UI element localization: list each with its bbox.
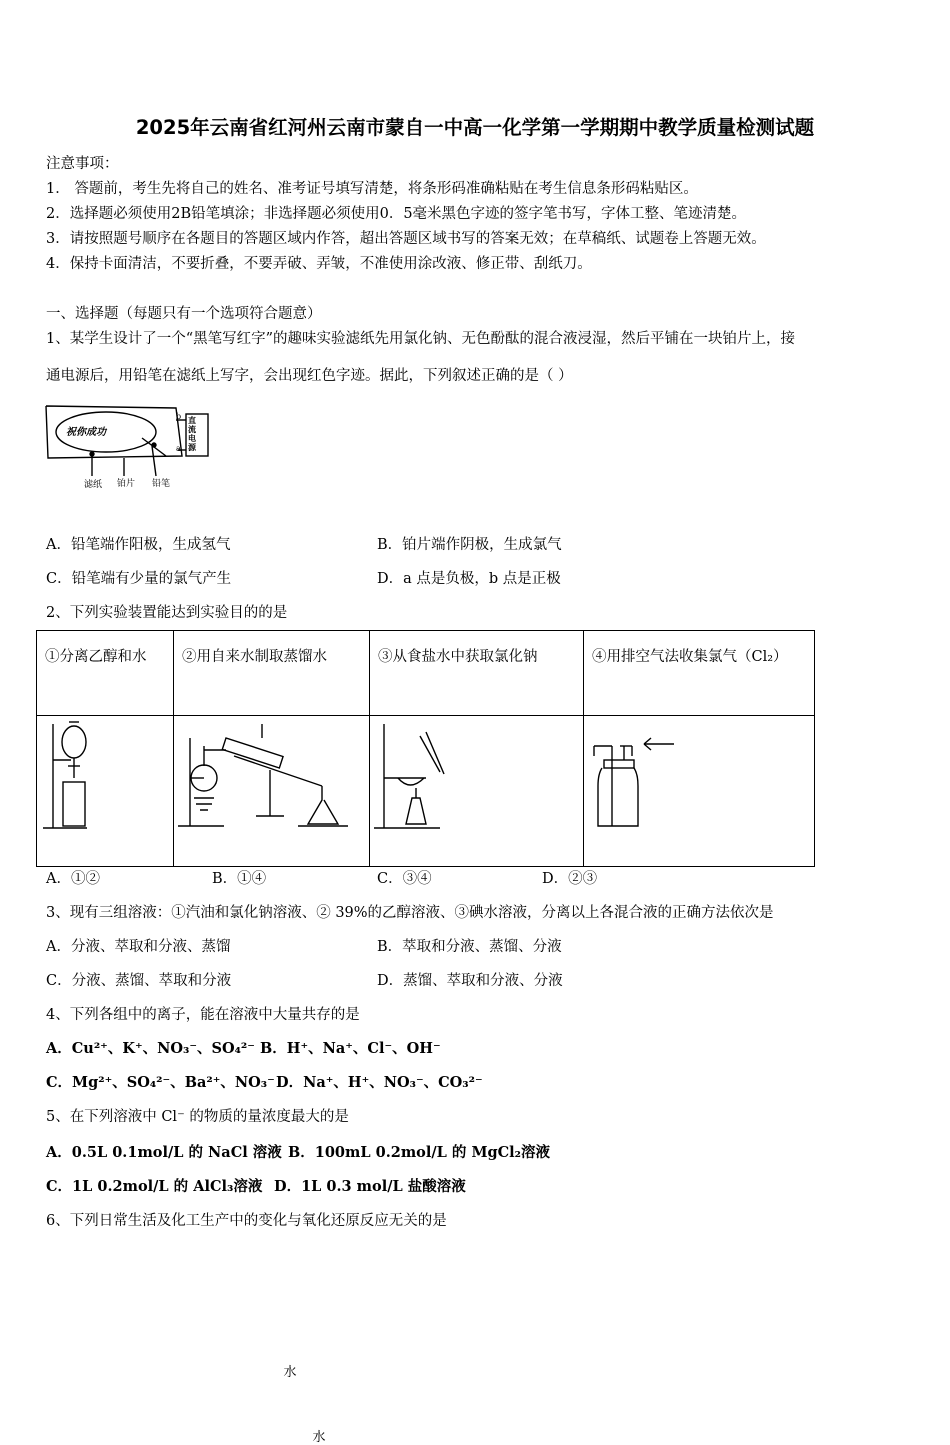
q1-figure-writing: 祝你成功: [66, 427, 106, 438]
distillation-figure: [174, 716, 369, 862]
q2-cell-4: ④用排空气法收集氯气（Cl₂）: [592, 649, 788, 665]
q1-option-b[interactable]: B．铂片端作阴极，生成氯气: [377, 537, 562, 553]
q3-option-b[interactable]: B．萃取和分液、蒸馏、分液: [377, 939, 562, 955]
q1-option-a[interactable]: A．铅笔端作阳极，生成氢气: [46, 537, 231, 553]
q3-option-c[interactable]: C．分液、蒸馏、萃取和分液: [46, 973, 232, 989]
gas-collection-figure: [584, 716, 814, 862]
section-heading: 一、选择题（每题只有一个选项符合题意）: [46, 306, 322, 322]
evaporation-figure: [370, 716, 583, 862]
q2-water-label-bottom: 水: [312, 1429, 326, 1445]
notice-item: 1． 答题前，考生先将自己的姓名、准考证号填写清楚，将条形码准确粘贴在考生信息条形码粘贴区。: [46, 181, 698, 197]
q1-stem-line2: 通电源后，用铅笔在滤纸上写字，会出现红色字迹。据此，下列叙述正确的是（ ）: [46, 368, 573, 384]
q2-stem: 2、下列实验装置能达到实验目的的是: [46, 605, 288, 621]
q2-option-d[interactable]: D．②③: [542, 871, 598, 887]
q4-option-d[interactable]: D．Na⁺、H⁺、NO₃⁻、CO₃²⁻: [276, 1074, 483, 1091]
notice-item: 3．请按照题号顺序在各题目的答题区域内作答，超出答题区域书写的答案无效；在草稿纸、试题卷上答题无效。: [46, 231, 766, 247]
q1-figure-power: 直 流 电 源: [188, 415, 196, 452]
q1-option-d[interactable]: D．a 点是负极，b 点是正极: [377, 571, 561, 587]
q4-option-b[interactable]: B．H⁺、Na⁺、Cl⁻、OH⁻: [260, 1040, 441, 1057]
q3-option-d[interactable]: D．蒸馏、萃取和分液、分液: [377, 973, 563, 989]
q1-label-pencil: 铅笔: [152, 479, 171, 489]
q5-option-c[interactable]: C．1L 0.2mol/L 的 AlCl₃溶液: [46, 1178, 263, 1195]
q1-stem-line1: 1、某学生设计了一个“黑笔写红字”的趣味实验滤纸先用氯化钠、无色酚酞的混合液浸湿，然后平铺在一块铂片上，接: [46, 331, 796, 347]
q2-cell-3: ③从食盐水中获取氯化钠: [378, 649, 538, 665]
separatory-funnel-figure: [37, 716, 173, 862]
notice-item: 4．保持卡面清洁，不要折叠，不要弄破、弄皱，不准使用涂改液、修正带、刮纸刀。: [46, 256, 592, 272]
q2-option-c[interactable]: C．③④: [377, 871, 432, 887]
q4-option-c[interactable]: C．Mg²⁺、SO₄²⁻、Ba²⁺、NO₃⁻: [46, 1074, 275, 1091]
q3-option-a[interactable]: A．分液、萃取和分液、蒸馏: [46, 939, 231, 955]
page-title: 2025年云南省红河州云南市蒙自一中高一化学第一学期期中教学质量检测试题: [135, 116, 815, 139]
notice-item: 2．选择题必须使用2B铅笔填涂；非选择题必须使用0．5毫米黑色字迹的签字笔书写，字体工整、笔迹清楚。: [46, 206, 747, 222]
q2-cell-1: ①分离乙醇和水: [45, 649, 147, 665]
q4-stem: 4、下列各组中的离子，能在溶液中大量共存的是: [46, 1007, 360, 1023]
q2-option-b[interactable]: B．①④: [212, 871, 267, 887]
q1-label-paper: 滤纸: [84, 480, 103, 490]
q2-cell-2: ②用自来水制取蒸馏水: [182, 649, 327, 665]
q5-option-b[interactable]: B．100mL 0.2mol/L 的 MgCl₂溶液: [288, 1144, 551, 1161]
q4-option-a[interactable]: A．Cu²⁺、K⁺、NO₃⁻、SO₄²⁻: [46, 1040, 255, 1057]
notice-heading: 注意事项：: [46, 156, 119, 172]
q1-label-plate: 铂片: [117, 479, 136, 489]
q2-option-a[interactable]: A．①②: [46, 871, 100, 887]
q5-option-a[interactable]: A．0.5L 0.1mol/L 的 NaCl 溶液: [46, 1144, 282, 1161]
q3-stem: 3、现有三组溶液：①汽油和氯化钠溶液、② 39%的乙醇溶液、③碘水溶液，分离以上各混合液的正确方法依次是: [46, 905, 774, 921]
q5-option-d[interactable]: D．1L 0.3 mol/L 盐酸溶液: [274, 1178, 466, 1195]
q1-figure-b: b: [176, 412, 182, 421]
q2-water-label-top: 水: [283, 1364, 297, 1380]
q5-stem: 5、在下列溶液中 Cl⁻ 的物质的量浓度最大的是: [46, 1109, 349, 1125]
q1-figure-a: a: [176, 444, 181, 453]
q6-stem: 6、下列日常生活及化工生产中的变化与氧化还原反应无关的是: [46, 1213, 447, 1229]
q1-option-c[interactable]: C．铅笔端有少量的氯气产生: [46, 571, 232, 587]
